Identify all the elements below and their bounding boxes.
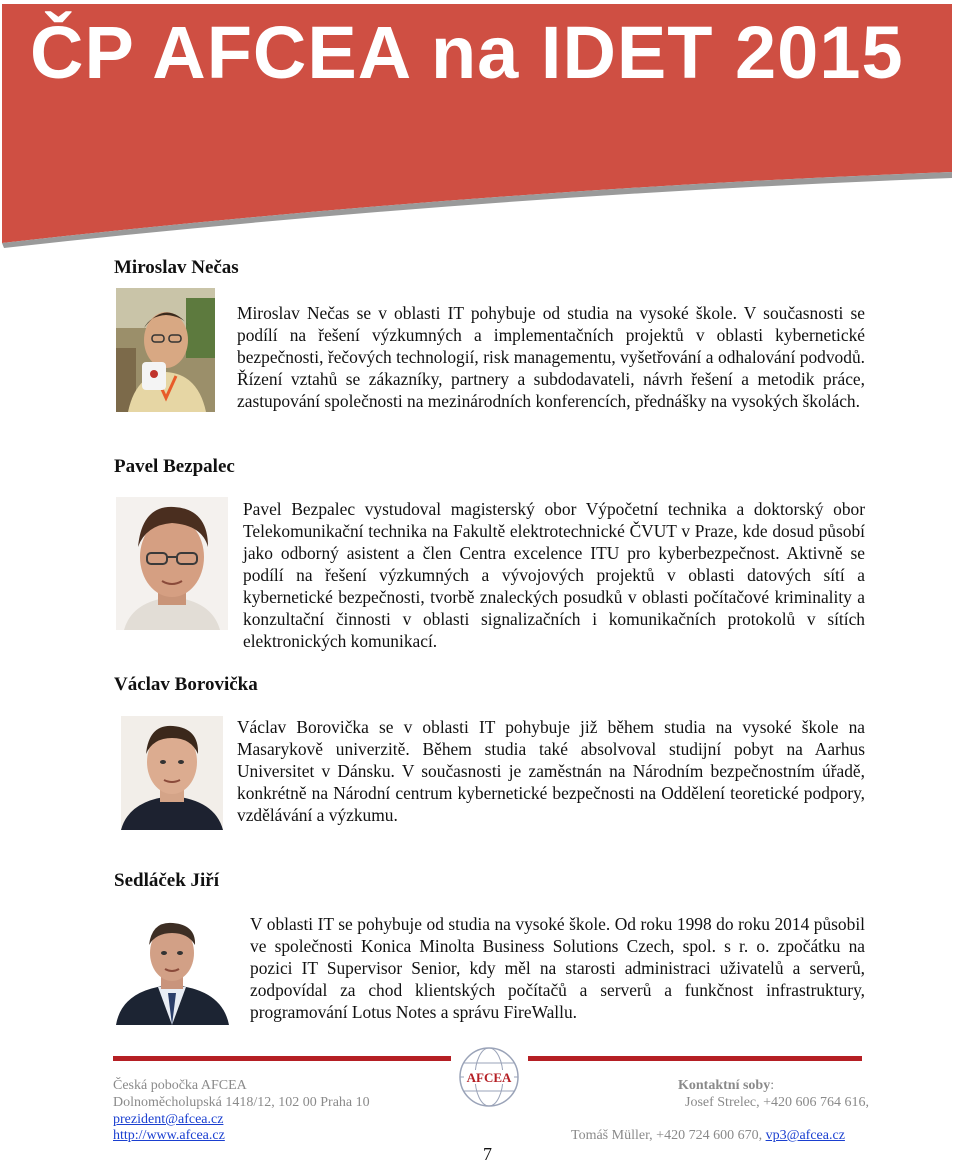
person-bio-borovicka: Václav Borovička se v oblasti IT pohybuje již během studia na vysoké škole na Masarykově univerzitě. Během studia také absolvoval studijní pobyt na Aarhus Universitet v Dánsku. V současnosti je zaměstnán na Národním bezpečnostním úřadě, konkrétně na Národní centrum kybernetické bezpečnosti na Oddělení teoretické podpory, vzdělávání a výzkumu.: [237, 717, 865, 825]
svg-text:AFCEA: AFCEA: [466, 1070, 512, 1085]
contacts-label: Kontaktní soby: [678, 1078, 771, 1093]
afcea-logo-icon: [458, 1046, 520, 1108]
portrait-photo-sedlacek: [116, 913, 229, 1025]
portrait-photo-borovicka: [121, 716, 223, 830]
person-name-borovicka: Václav Borovička: [114, 674, 258, 695]
footer-web-link[interactable]: http://www.afcea.cz: [113, 1128, 225, 1143]
person-bio-sedlacek: V oblasti IT se pohybuje od studia na vysoké škole. Od roku 1998 do roku 2014 působil ve společnosti Konica Minolta Business Solutions Czech, spol. s r. o. zpočátku na pozici IT Supervisor Senior, kdy měl na starosti administraci uživatelů a serverů, zodpovídal za chod klientských počítačů a serverů a funkčnost infrastruktury, programování Lotus Notes a správu FireWallu.: [250, 914, 865, 1022]
portrait-photo-bezpalec: [116, 497, 228, 630]
person-name-bezpalec: Pavel Bezpalec: [114, 456, 235, 477]
contact-2-text: Tomáš Müller, +420 724 600 670,: [571, 1128, 766, 1143]
portrait-photo-necas: [116, 288, 215, 412]
footer-contacts-heading: [678, 1078, 774, 1094]
person-bio-bezpalec: Pavel Bezpalec vystudoval magisterský obor Výpočetní technika a doktorský obor Telekomunikační technika na Fakultě elektrotechnické ČVUT v Praze, kde dosud působí jako odborný asistent a člen Centra excelence ITU pro kyberbezpečnost. Aktivně se podílí na řešení výzkumných a vývojových projektů v oblasti datových sítí a kybernetické bezpečnosti, tvorbě znaleckých posudků v oblasti počítačové kriminality a konzultační činnosti v oblasti signalizačních i komunikačních protokolů v sítích elektronických komunikací.: [243, 499, 865, 651]
page-number: 7: [483, 1144, 492, 1164]
footer-contact-1: Josef Strelec, +420 606 764 616,: [685, 1095, 870, 1110]
footer-email-wrap: [113, 1112, 223, 1128]
footer-divider-left: [113, 1056, 451, 1061]
person-name-necas: Miroslav Nečas: [114, 257, 239, 278]
footer-email-link[interactable]: prezident@afcea.cz: [113, 1112, 224, 1127]
footer-org: Česká pobočka AFCEA: [113, 1078, 247, 1093]
title-banner: [0, 0, 960, 250]
footer-divider-right: [528, 1056, 862, 1061]
person-name-sedlacek: Sedláček Jiří: [114, 870, 220, 891]
footer-contact-2: [571, 1128, 845, 1144]
footer-address: Dolnoměcholupská 1418/12, 102 00 Praha 10: [113, 1095, 370, 1110]
person-bio-necas: Miroslav Nečas se v oblasti IT pohybuje od studia na vysoké škole. V současnosti se podílí na řešení výzkumných a implementačních projektů v oblasti kybernetické bezpečnosti, řečových technologií, risk managementu, vyšetřování a odhalování podvodů. Řízení vztahů se zákazníky, partnery a subdodavateli, návrh řešení a metodik práce, zastupování společnosti na mezinárodních konferencích, přednášky na vysokých školách.: [237, 303, 865, 411]
contacts-colon: :: [770, 1078, 775, 1093]
footer-web-wrap: [113, 1128, 225, 1144]
page-title: ČP AFCEA na IDET 2015: [30, 11, 904, 94]
contact-2-email-link[interactable]: vp3@afcea.cz: [765, 1128, 845, 1143]
